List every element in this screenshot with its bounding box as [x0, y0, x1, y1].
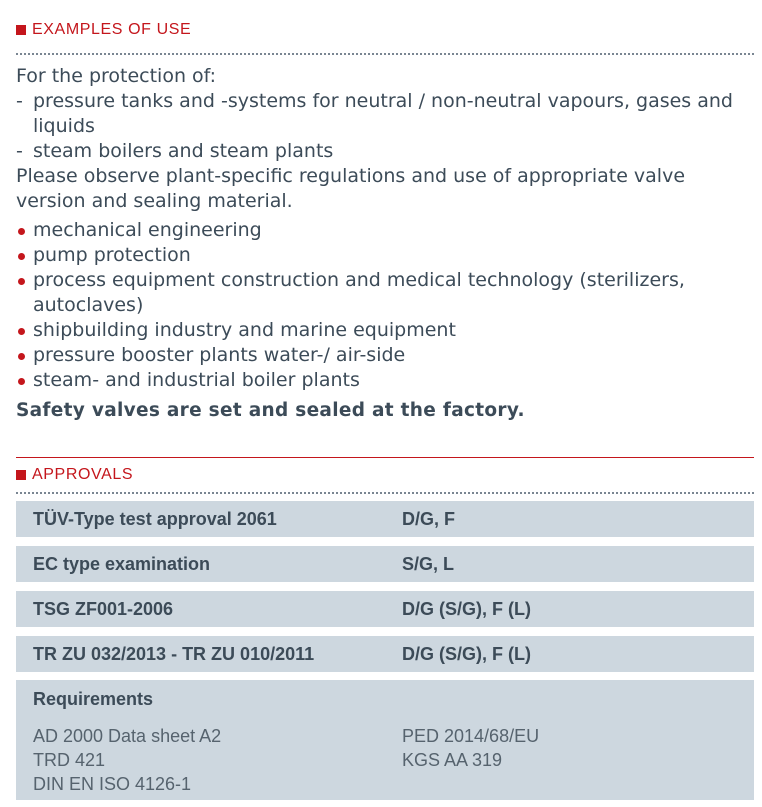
requirement-item: AD 2000 Data sheet A2: [33, 726, 222, 746]
approvals-heading-label: APPROVALS: [32, 466, 134, 483]
bullet-list-item: pump protection: [16, 243, 756, 268]
bullet-dot-icon: [16, 318, 33, 343]
red-square-icon: [16, 470, 26, 480]
approval-row: [16, 546, 754, 582]
approval-code: D/G (S/G), F (L): [402, 598, 531, 619]
approval-name: TSG ZF001-2006: [33, 598, 174, 619]
dotted-divider: [16, 53, 754, 55]
examples-body: [16, 64, 756, 423]
requirements-right-column: [402, 724, 539, 772]
approval-code: D/G (S/G), F (L): [402, 643, 531, 664]
requirement-item: PED 2014/68/EU: [402, 726, 540, 746]
requirements-box: [16, 680, 754, 800]
examples-heading-label: EXAMPLES OF USE: [32, 21, 192, 38]
requirement-item: DIN EN ISO 4126-1: [33, 774, 192, 794]
dash-list-item: - pressure tanks and -systems for neutral / non-neutral vapours, gases and liquids: [16, 90, 733, 137]
requirement-item: TRD 421: [33, 750, 106, 770]
bullet-list-item: process equipment construction and medical technology (sterilizers, autoclaves): [16, 268, 756, 318]
bullet-dot-icon: [16, 268, 33, 318]
bullet-dot-icon: [16, 218, 33, 243]
note-text-line: Please observe plant-specific regulations and use of appropriate valve: [16, 165, 686, 187]
requirement-item: KGS AA 319: [402, 750, 503, 770]
dash-list-item: - steam boilers and steam plants: [16, 140, 334, 162]
approval-row: [16, 636, 754, 672]
approval-row: [16, 591, 754, 627]
factory-note: Safety valves are set and sealed at the factory.: [16, 400, 525, 421]
bullet-dot-icon: [16, 368, 33, 393]
bullet-list-item: pressure booster plants water-/ air-side: [16, 343, 756, 368]
approvals-section-heading: [16, 466, 133, 484]
approval-code: S/G, L: [402, 553, 455, 574]
approval-code: D/G, F: [402, 508, 455, 529]
bullet-list-item: mechanical engineering: [16, 218, 756, 243]
approval-name: TR ZU 032/2013 - TR ZU 010/2011: [33, 643, 315, 664]
red-square-icon: [16, 25, 26, 35]
requirements-left-column: [33, 724, 221, 796]
bullet-list-item: steam- and industrial boiler plants: [16, 368, 756, 393]
note-text-line: version and sealing material.: [16, 190, 293, 212]
examples-section-heading: [16, 21, 191, 39]
requirements-title: Requirements: [33, 689, 154, 709]
intro-text: For the protection of:: [16, 65, 217, 87]
approval-name: TÜV-Type test approval 2061: [33, 508, 277, 529]
approval-row: [16, 501, 754, 537]
bullet-dot-icon: [16, 243, 33, 268]
dotted-divider: [16, 492, 754, 494]
bullet-dot-icon: [16, 343, 33, 368]
bullet-list-item: shipbuilding industry and marine equipment: [16, 318, 756, 343]
approval-name: EC type examination: [33, 553, 211, 574]
red-divider: [16, 457, 754, 458]
